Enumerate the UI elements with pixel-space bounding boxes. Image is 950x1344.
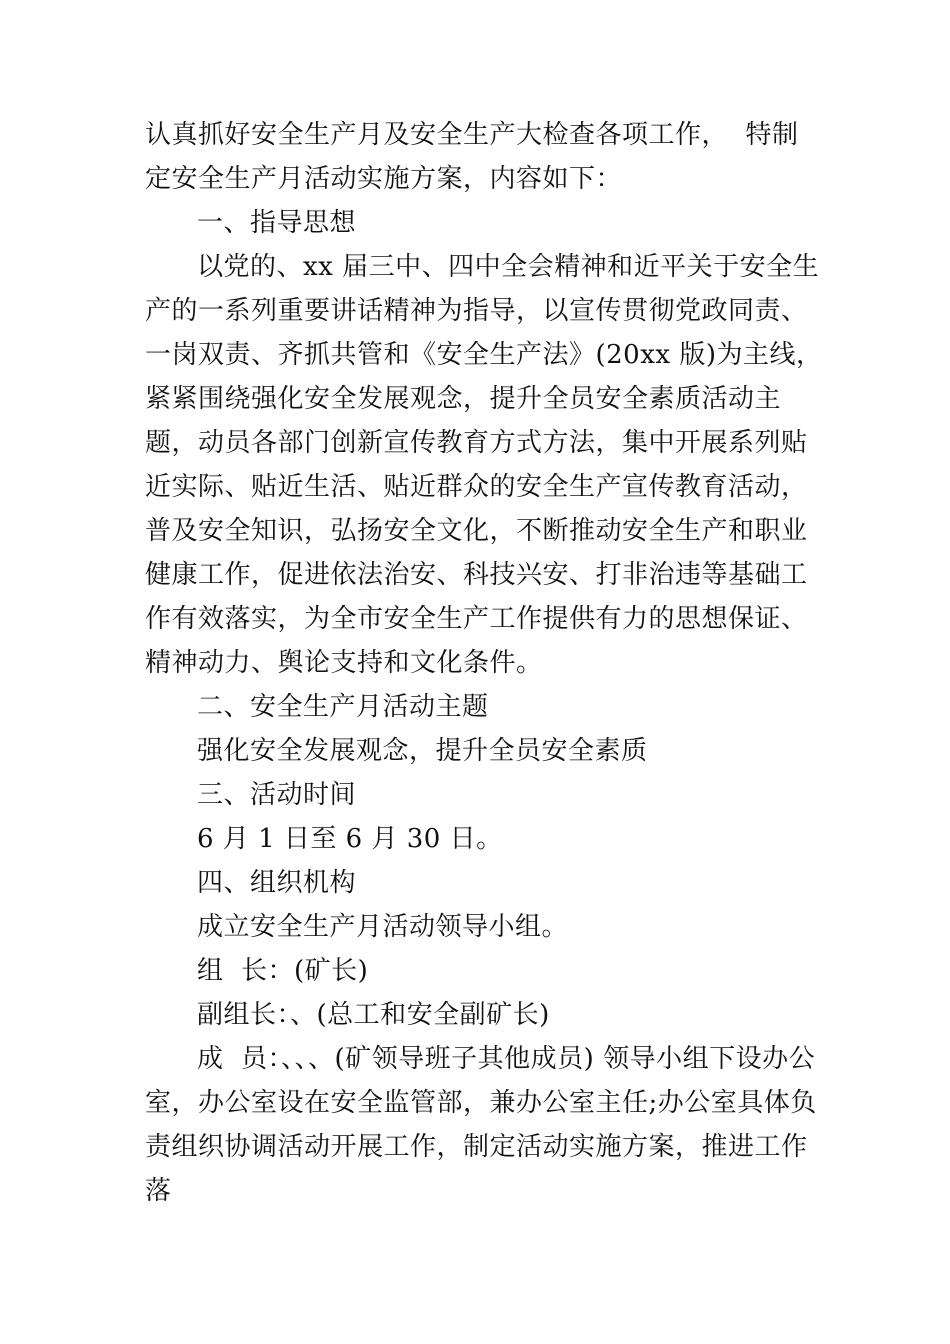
document-body <box>145 113 825 1213</box>
paragraph-guiding-ideology: 以党的、xx 届三中、四中全会精神和近平关于安全生产的一系列重要讲话精神为指导，以宣传贯彻党政同责、一岗双责、齐抓共管和《安全生产法》(20xx 版)为主线，紧紧围绕强化安全发展观念，提升全员安全素质活动主题，动员各部门创新宣传教育方式方法，集中开展系列贴近实际、贴近生活、贴近群众的安全生产宣传教育活动，普及安全知识，弘扬安全文化，不断推动安全生产和职业健康工作，促进依法治安、科技兴安、打非治违等基础工作有效落实，为全市安全生产工作提供有力的思想保证、精神动力、舆论支持和文化条件。 <box>145 252 823 678</box>
paragraph-activity-time: 6 月 1 日至 6 月 30 日。 <box>197 824 503 854</box>
paragraph-leading-group: 成立安全生产月活动领导小组。 <box>197 912 569 942</box>
heading-organization: 四、组织机构 <box>197 868 357 898</box>
heading-guiding-ideology: 一、指导思想 <box>197 208 357 238</box>
paragraph-group-leader: 组 长：(矿长) <box>197 956 369 986</box>
paragraph-deputy-leader: 副组长：、(总工和安全副矿长) <box>197 1000 550 1030</box>
paragraph-members: 成 员：、、、(矿领导班子其他成员) 领导小组下设办公室，办公室设在安全监管部，兼办公室主任;办公室具体负责组织协调活动开展工作，制定活动实施方案，推进工作落 <box>145 1044 817 1206</box>
heading-activity-time: 三、活动时间 <box>197 780 357 810</box>
paragraph-intro: 认真抓好安全生产月及安全生产大检查各项工作， 特制定安全生产月活动实施方案，内容如下： <box>145 120 799 194</box>
heading-activity-theme: 二、安全生产月活动主题 <box>197 692 489 722</box>
paragraph-activity-theme: 强化安全发展观念，提升全员安全素质 <box>197 736 648 766</box>
